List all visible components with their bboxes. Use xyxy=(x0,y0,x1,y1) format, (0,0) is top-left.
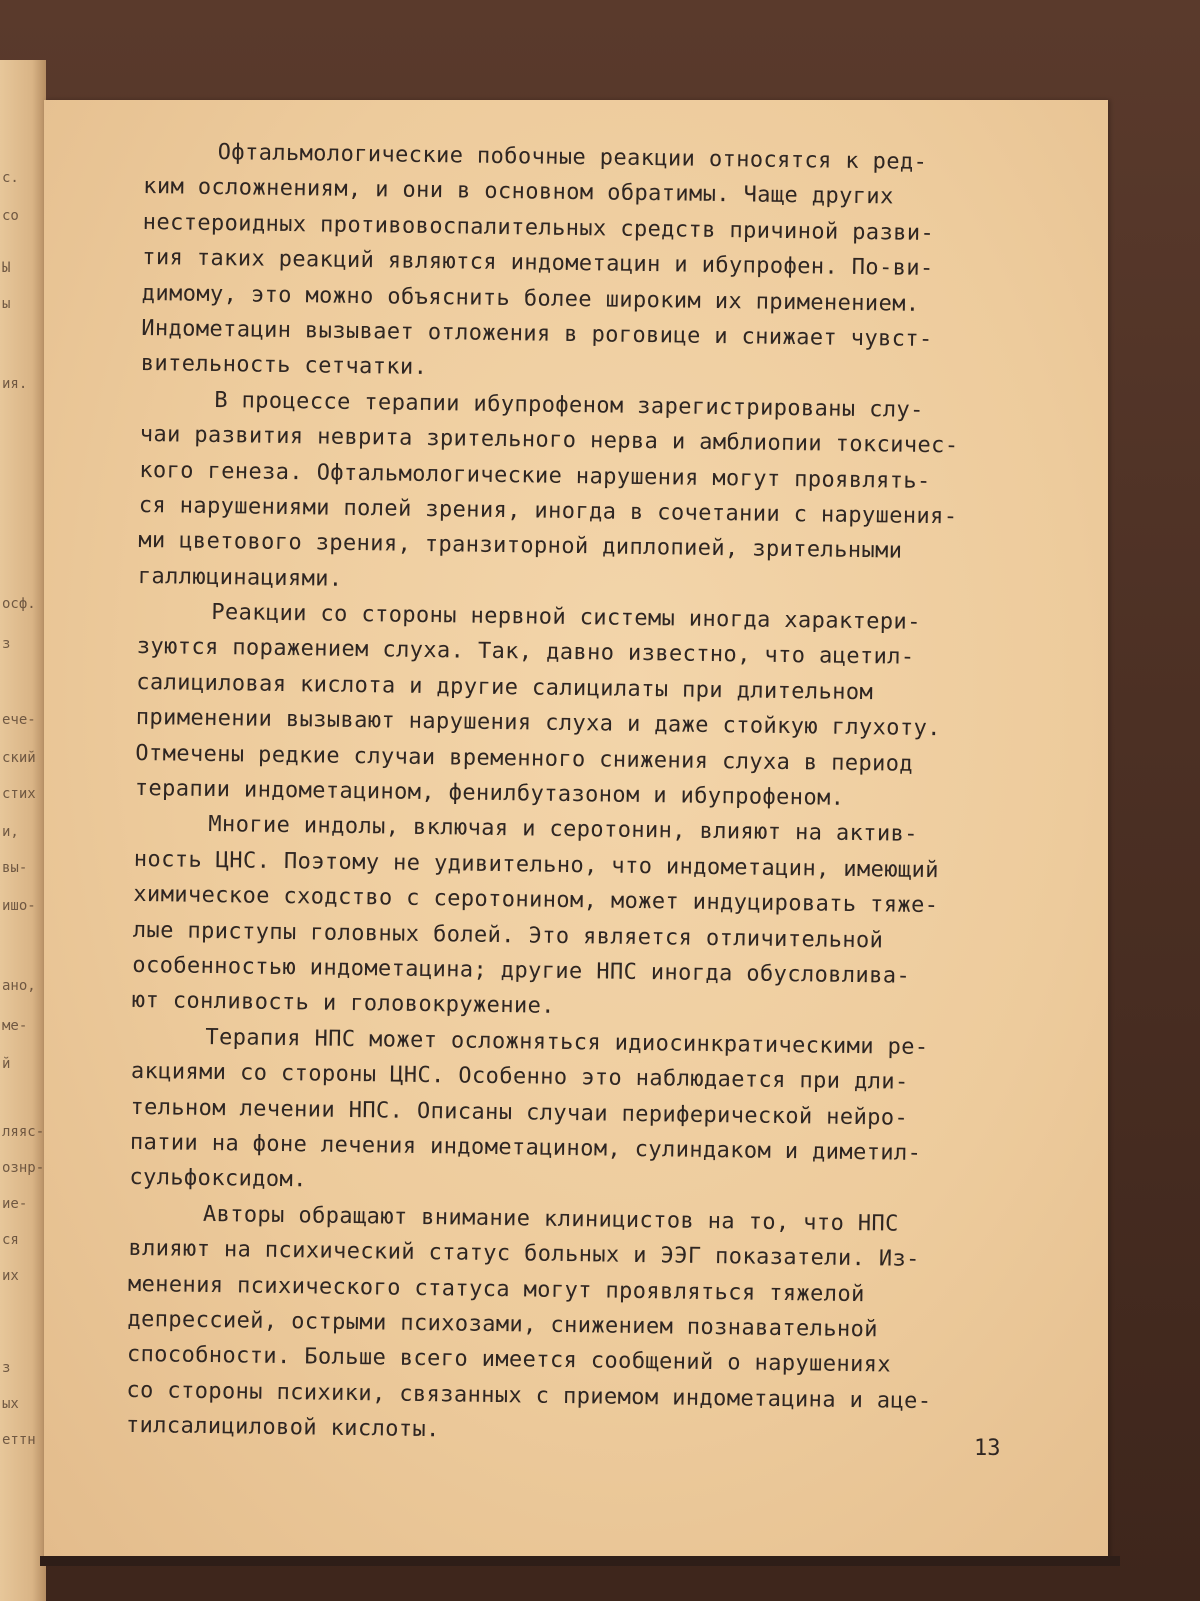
text-line: способности. Больше всего имеется сообщений о нарушениях xyxy=(126,1342,892,1378)
text-line: галлюцинациями. xyxy=(137,563,343,592)
text-line: ми цветового зрения, транзиторной диплопией, зрительными xyxy=(138,528,903,564)
page-number: 13 xyxy=(974,1436,1001,1461)
text-line: Терапия НПС может осложняться идиосинкратическими ре- xyxy=(205,1024,929,1060)
previous-page-edge xyxy=(0,60,46,1601)
text-line: лые приступы головных болей. Это является отличительной xyxy=(132,917,884,953)
prev-page-fragment: стих xyxy=(2,786,36,802)
text-line: акциями со стороны ЦНС. Особенно это наблюдается при дли- xyxy=(130,1059,909,1095)
text-line: сульфоксидом. xyxy=(129,1165,307,1193)
text-line: терапии индометацином, фенилбутазоном и ибупрофеном. xyxy=(134,775,845,811)
text-line: В процессе терапии ибупрофеном зарегистрированы слу- xyxy=(214,387,924,423)
prev-page-fragment: ия. xyxy=(2,376,28,392)
prev-page-fragment: ы xyxy=(2,296,11,312)
prev-page-fragment: ский xyxy=(2,750,36,766)
text-line: Авторы обращают внимание клиницистов на то, что НПС xyxy=(202,1201,899,1237)
text-line: менения психического статуса могут проявляться тяжелой xyxy=(127,1271,865,1307)
prev-page-fragment: ече- xyxy=(2,712,36,728)
prev-page-fragment: ознр- xyxy=(2,1160,45,1176)
prev-page-fragment: Ы xyxy=(2,260,11,276)
text-line: Реакции со стороны нервной системы иногда характери- xyxy=(211,600,921,635)
prev-page-fragment: с. xyxy=(2,170,19,186)
text-line: депрессией, острыми психозами, снижением познавательной xyxy=(127,1306,879,1343)
text-line: димому, это можно объяснить более широким их применением. xyxy=(141,280,920,317)
text-line: химическое сходство с серотонином, может индуцировать тяже- xyxy=(133,882,939,919)
prev-page-fragment: со xyxy=(2,208,19,224)
prev-page-fragment: вы- xyxy=(2,860,28,876)
text-line: со стороны психики, связанных с приемом индометацина и аце- xyxy=(126,1377,932,1414)
text-line: ют сонливость и головокружение. xyxy=(131,988,556,1020)
text-line: ким осложнениям, и они в основном обратимы. Чаще других xyxy=(143,174,894,210)
text-line: ся нарушениями полей зрения, иногда в сочетании с нарушения- xyxy=(138,492,958,530)
text-line: ность ЦНС. Поэтому не удивительно, что индометацин, имеющий xyxy=(133,846,940,883)
text-line: патии на фоне лечения индометацином, сулиндаком и диметил- xyxy=(129,1129,922,1166)
text-line: кого генеза. Офтальмологические нарушения могут проявлять- xyxy=(139,457,931,494)
text-line: зуются поражением слуха. Так, давно известно, что ацетил- xyxy=(136,634,915,671)
prev-page-fragment: ие- xyxy=(2,1196,28,1212)
text-line: нестероидных противовоспалительных средств причиной разви- xyxy=(142,209,935,246)
prev-page-fragment: еттн xyxy=(2,1432,36,1448)
page-text xyxy=(126,134,1044,1456)
prev-page-fragment: осф. xyxy=(2,596,36,612)
text-line: Отмечены редкие случаи временного снижения слуха в период xyxy=(135,740,914,777)
text-line: салициловая кислота и другие салицилаты при длительном xyxy=(136,669,874,706)
text-line: Многие индолы, включая и серотонин, влияют на актив- xyxy=(208,812,919,848)
text-line: тилсалициловой кислоты. xyxy=(125,1412,440,1443)
prev-page-fragment: ме- xyxy=(2,1018,28,1034)
prev-page-fragment: з xyxy=(2,636,11,652)
prev-page-fragment: их xyxy=(2,1268,19,1284)
text-line: применении вызывают нарушения слуха и даже стойкую глухоту. xyxy=(135,705,942,742)
prev-page-fragment: ся xyxy=(2,1232,19,1248)
prev-page-fragment: ано, xyxy=(2,978,36,994)
text-line: тия таких реакций являются индометацин и ибупрофен. По-ви- xyxy=(142,245,934,282)
prev-page-fragment: з xyxy=(2,1360,11,1376)
text-line: Офтальмологические побочные реакции относятся к ред- xyxy=(217,140,928,175)
text-line: влияют на психический статус больных и ЭЭГ показатели. Из- xyxy=(128,1236,920,1273)
prev-page-fragment: и, xyxy=(2,824,19,840)
prev-page-fragment: ляяс- xyxy=(2,1124,45,1140)
text-line: вительность сетчатки. xyxy=(140,351,428,381)
text-line: чаи развития неврита зрительного нерва и амблиопии токсичес- xyxy=(139,422,959,459)
text-line: особенностью индометацина; другие НПС иногда обусловлива- xyxy=(132,952,911,989)
page-bottom-edge xyxy=(40,1556,1120,1566)
prev-page-fragment: ых xyxy=(2,1396,19,1412)
prev-page-fragment: й xyxy=(2,1056,11,1072)
text-line: тельном лечении НПС. Описаны случаи периферической нейро- xyxy=(130,1094,909,1131)
text-line: Индометацин вызывает отложения в роговице и снижает чувст- xyxy=(141,315,933,352)
prev-page-fragment: ишо- xyxy=(2,898,36,914)
